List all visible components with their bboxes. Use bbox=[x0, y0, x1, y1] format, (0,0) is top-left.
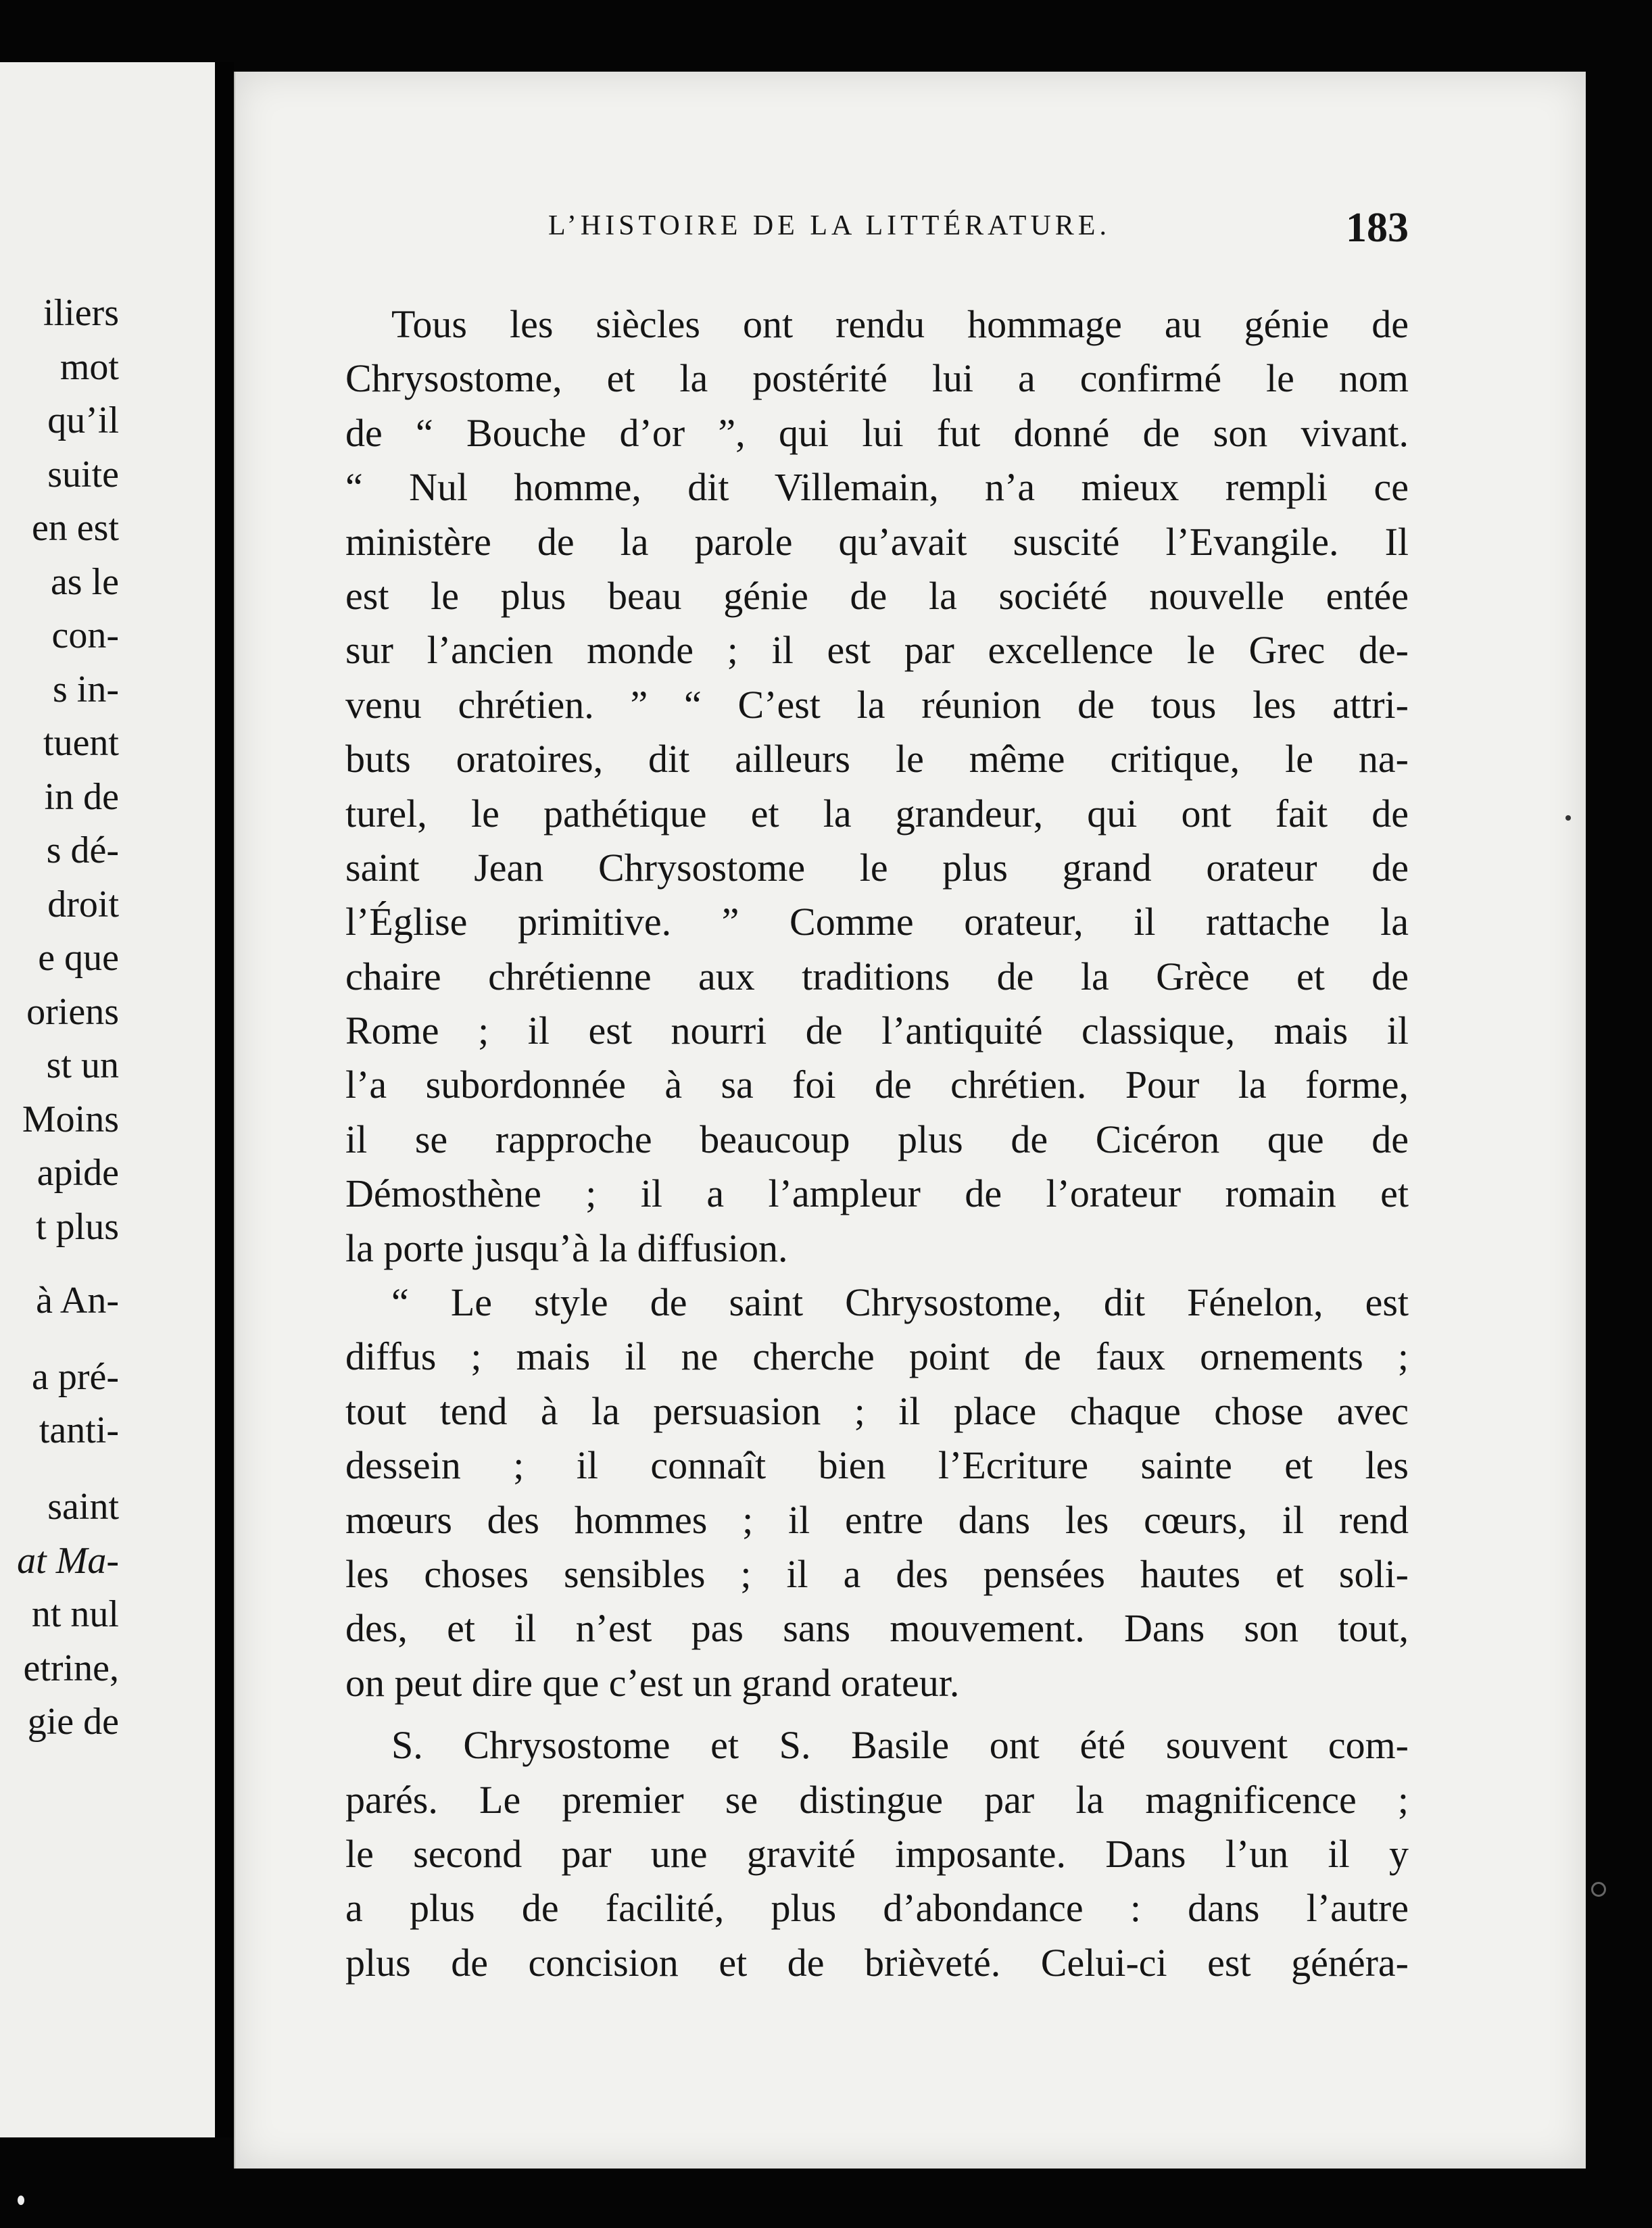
text-line: la porte jusqu’à la diffusion. bbox=[345, 1226, 788, 1270]
page-number: 183 bbox=[1346, 205, 1409, 251]
scan-speck bbox=[1565, 815, 1571, 821]
left-fragment-line: etrine, bbox=[23, 1647, 119, 1689]
left-fragment-line: in de bbox=[44, 775, 119, 818]
left-page-edge bbox=[0, 62, 222, 2137]
text-line: venu chrétien. ” “ C’est la réunion de tous les attri- bbox=[345, 682, 1409, 727]
text-line: “ Le style de saint Chrysostome, dit Fénelon, est bbox=[391, 1280, 1409, 1325]
text-line: Tous les siècles ont rendu hommage au génie de bbox=[391, 302, 1409, 346]
left-fragment-line: con- bbox=[51, 614, 119, 656]
left-fragment-line: en est bbox=[31, 507, 119, 549]
left-fragment-line: mot bbox=[59, 345, 119, 388]
text-line: chaire chrétienne aux traditions de la Grèce et de bbox=[345, 954, 1409, 998]
text-line: des, et il n’est pas sans mouvement. Dans son tout, bbox=[345, 1606, 1409, 1651]
text-line: Démosthène ; il a l’ampleur de l’orateur romain et bbox=[345, 1171, 1409, 1216]
page-header bbox=[312, 205, 1409, 260]
left-fragment-line: saint bbox=[47, 1486, 119, 1528]
text-line: diffus ; mais il ne cherche point de faux ornements ; bbox=[345, 1334, 1409, 1379]
text-line: plus de concision et de brièveté. Celui-ci est généra- bbox=[345, 1940, 1409, 1985]
book-gutter bbox=[215, 62, 234, 2137]
left-fragment-line: qu’il bbox=[47, 399, 119, 441]
text-line: ministère de la parole qu’avait suscité l’Evangile. Il bbox=[345, 519, 1409, 564]
text-line: l’a subordonnée à sa foi de chrétien. Pour la forme, bbox=[345, 1063, 1409, 1107]
text-line: l’Église primitive. ” Comme orateur, il rattache la bbox=[345, 900, 1409, 944]
left-fragment-line: suite bbox=[47, 453, 119, 495]
text-line: les choses sensibles ; il a des pensées hautes et soli- bbox=[345, 1551, 1409, 1596]
text-line: de “ Bouche d’or ”, qui lui fut donné de son vivant. bbox=[345, 410, 1409, 455]
left-fragment-line: iliers bbox=[43, 292, 119, 334]
left-page-text-fragments bbox=[0, 287, 119, 1749]
left-fragment-line: nt nul bbox=[31, 1593, 119, 1635]
left-fragment-line: st un bbox=[46, 1044, 119, 1086]
text-line: il se rapproche beaucoup plus de Cicéron que de bbox=[345, 1117, 1409, 1161]
left-fragment-line: oriens bbox=[26, 990, 119, 1033]
left-fragment-line: at Ma- bbox=[17, 1539, 119, 1582]
text-line: est le plus beau génie de la société nouvelle entée bbox=[345, 573, 1409, 618]
text-line: sur l’ancien monde ; il est par excellence le Grec de- bbox=[345, 628, 1409, 673]
text-line: parés. Le premier se distingue par la magnificence ; bbox=[345, 1777, 1409, 1822]
left-fragment-line: e que bbox=[38, 937, 119, 979]
main-text-block bbox=[345, 297, 1409, 1990]
text-line: saint Jean Chrysostome le plus grand orateur de bbox=[345, 845, 1409, 890]
left-fragment-line: apide bbox=[37, 1152, 119, 1194]
left-fragment-line: à An- bbox=[36, 1279, 119, 1322]
text-line: “ Nul homme, dit Villemain, n’a mieux rempli ce bbox=[345, 465, 1409, 510]
left-fragment-line: tuent bbox=[43, 722, 119, 764]
text-line: tout tend à la persuasion ; il place chaque chose avec bbox=[345, 1388, 1409, 1433]
text-line: mœurs des hommes ; il entre dans les cœurs, il rend bbox=[345, 1497, 1409, 1542]
text-line: dessein ; il connaît bien l’Ecriture sainte et les bbox=[345, 1443, 1409, 1488]
scan-speck bbox=[1591, 1882, 1606, 1897]
left-fragment-line: tanti- bbox=[39, 1409, 119, 1451]
left-fragment-line: gie de bbox=[27, 1701, 119, 1743]
text-line: buts oratoires, dit ailleurs le même critique, le na- bbox=[345, 737, 1409, 781]
running-title: L’HISTOIRE DE LA LITTÉRATURE. bbox=[548, 210, 1111, 241]
text-line: turel, le pathétique et la grandeur, qui ont fait de bbox=[345, 791, 1409, 836]
text-line: a plus de facilité, plus d’abondance : dans l’autre bbox=[345, 1886, 1409, 1931]
left-fragment-line: droit bbox=[47, 883, 119, 925]
text-line: S. Chrysostome et S. Basile ont été souvent com- bbox=[391, 1723, 1409, 1768]
paragraph-gap bbox=[345, 1710, 1409, 1718]
text-line: Chrysostome, et la postérité lui a confirmé le nom bbox=[345, 356, 1409, 401]
left-fragment-line: as le bbox=[50, 560, 119, 603]
text-line: on peut dire que c’est un grand orateur. bbox=[345, 1660, 960, 1705]
left-fragment-line: s dé- bbox=[46, 829, 119, 871]
scan-speck bbox=[18, 2196, 24, 2205]
left-fragment-line: a pré- bbox=[31, 1355, 119, 1398]
text-line: Rome ; il est nourri de l’antiquité classique, mais il bbox=[345, 1009, 1409, 1053]
left-fragment-line: t plus bbox=[36, 1205, 119, 1248]
left-fragment-line: Moins bbox=[22, 1098, 119, 1140]
text-line: le second par une gravité imposante. Dans l’un il y bbox=[345, 1831, 1409, 1876]
left-fragment-line: s in- bbox=[53, 668, 119, 710]
